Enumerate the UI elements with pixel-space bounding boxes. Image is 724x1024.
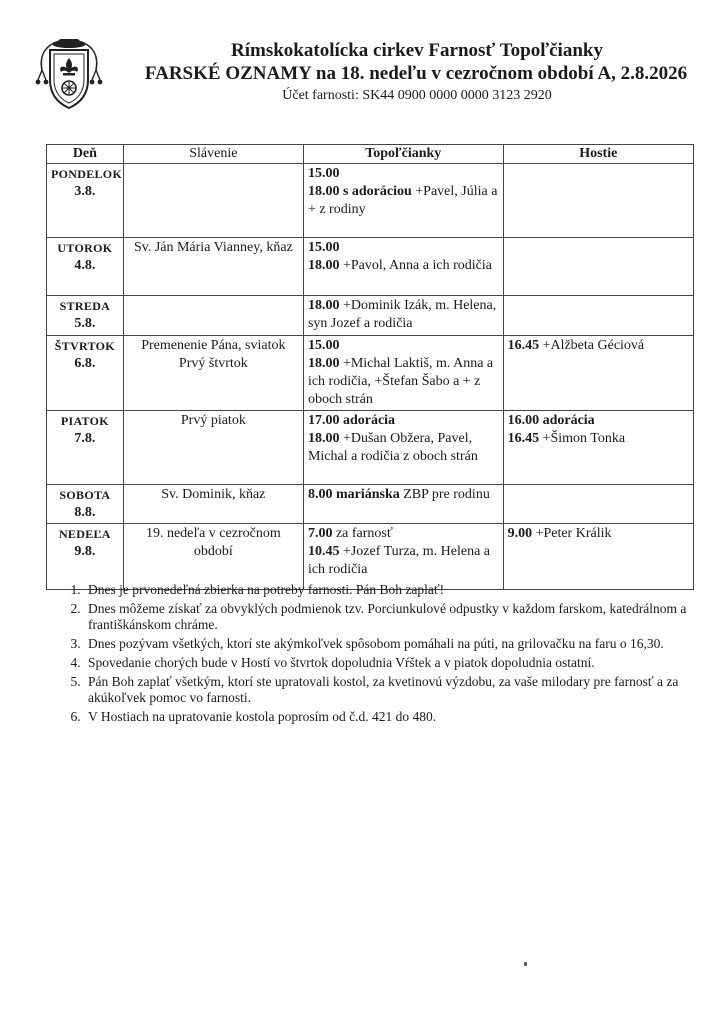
mass-intention: +Jozef Turza, m. Helena a ich rodičia bbox=[307, 544, 491, 577]
mass-time: 18.00 bbox=[307, 356, 340, 371]
day-cell bbox=[47, 336, 124, 411]
day-name: NEDEĽA bbox=[58, 527, 111, 541]
mass-entry bbox=[508, 430, 689, 448]
mass-intention: +Pavol, Anna a ich rodičia bbox=[339, 258, 492, 273]
notice-item: 4. Spovedanie chorých bude v Hostí vo štvrtok dopoludnia Vŕštek a v piatok dopoludnia ostatní. bbox=[84, 655, 694, 671]
announcement-title: FARSKÉ OZNAMY na 18. nedeľu v cezročnom období A, 2.8.2026 bbox=[144, 63, 688, 84]
mass-intention: za farnosť bbox=[332, 526, 393, 541]
mass-entry bbox=[308, 543, 499, 579]
mass-time: 15.00 bbox=[307, 166, 340, 181]
celebration-cell: 19. nedeľa v cezročnom období bbox=[123, 524, 303, 590]
topolcianky-cell bbox=[303, 524, 503, 590]
schedule-body bbox=[47, 164, 694, 590]
day-name: SOBOTA bbox=[59, 488, 111, 502]
day-date: 3.8. bbox=[74, 184, 96, 199]
topolcianky-cell bbox=[303, 238, 503, 296]
mass-time: 15.00 bbox=[307, 240, 340, 255]
day-name: UTOROK bbox=[57, 241, 113, 255]
day-date: 7.8. bbox=[74, 431, 96, 446]
hostie-cell bbox=[503, 336, 693, 411]
notice-item: 3. Dnes pozývam všetkých, ktorí ste akýmkoľvek spôsobom pomáhali na púti, na grilovačku na faru o 16,30. bbox=[84, 636, 694, 652]
table-row bbox=[47, 296, 694, 336]
topolcianky-cell bbox=[303, 164, 503, 238]
parish-name-title: Rímskokatolícka cirkev Farnosť Topoľčianky bbox=[231, 40, 603, 61]
celebration-cell: Prvý piatok bbox=[123, 411, 303, 485]
day-cell bbox=[47, 238, 124, 296]
mass-time: 18.00 bbox=[307, 431, 340, 446]
mass-time: 15.00 bbox=[307, 338, 340, 353]
mass-time: 18.00 bbox=[307, 258, 340, 273]
mass-entry bbox=[508, 337, 689, 355]
parish-account-number: Účet farnosti: SK44 0900 0000 0000 3123 2920 bbox=[282, 88, 552, 103]
hostie-cell bbox=[503, 238, 693, 296]
hostie-cell bbox=[503, 524, 693, 590]
mass-entry bbox=[508, 412, 689, 430]
celebration-cell: Sv. Ján Mária Vianney, kňaz bbox=[123, 238, 303, 296]
table-row bbox=[47, 238, 694, 296]
notices-list bbox=[58, 582, 694, 728]
mass-entry bbox=[308, 165, 499, 183]
day-cell bbox=[47, 485, 124, 524]
day-name: STREDA bbox=[59, 299, 111, 313]
day-cell bbox=[47, 411, 124, 485]
scan-speck bbox=[524, 962, 527, 966]
mass-time: 16.45 bbox=[507, 338, 540, 353]
mass-entry bbox=[308, 239, 499, 257]
mass-intention: +Alžbeta Géciová bbox=[539, 338, 645, 353]
hostie-cell bbox=[503, 411, 693, 485]
header-day: Deň bbox=[47, 145, 124, 164]
celebration-cell bbox=[123, 164, 303, 238]
topolcianky-cell bbox=[303, 336, 503, 411]
header-topolcianky: Topoľčianky bbox=[303, 145, 503, 164]
topolcianky-cell bbox=[303, 485, 503, 524]
table-row bbox=[47, 336, 694, 411]
table-row bbox=[47, 524, 694, 590]
mass-intention: +Dominik Izák, m. Helena, syn Jozef a rodičia bbox=[307, 298, 497, 331]
mass-intention: +Pavel, Júlia a + z rodiny bbox=[307, 184, 498, 217]
notice-item: 6. V Hostiach na upratovanie kostola poprosím od č.d. 421 do 480. bbox=[84, 709, 694, 725]
table-row bbox=[47, 411, 694, 485]
day-date: 8.8. bbox=[74, 505, 96, 520]
celebration-cell: Sv. Dominik, kňaz bbox=[123, 485, 303, 524]
mass-entry bbox=[308, 430, 499, 466]
mass-time: 10.45 bbox=[307, 544, 340, 559]
day-date: 5.8. bbox=[74, 316, 96, 331]
day-cell bbox=[47, 524, 124, 590]
hostie-cell bbox=[503, 164, 693, 238]
mass-entry bbox=[308, 412, 499, 430]
day-name: PONDELOK bbox=[51, 167, 123, 181]
header-hostie: Hostie bbox=[503, 145, 693, 164]
table-header-row bbox=[47, 145, 694, 164]
mass-intention: +Šimon Tonka bbox=[539, 431, 626, 446]
day-date: 4.8. bbox=[74, 258, 96, 273]
mass-time: 7.00 bbox=[307, 526, 333, 541]
mass-intention: ZBP pre rodinu bbox=[399, 487, 490, 502]
topolcianky-cell bbox=[303, 296, 503, 336]
day-date: 9.8. bbox=[74, 544, 96, 559]
hostie-cell bbox=[503, 485, 693, 524]
mass-time: 17.00 adorácia bbox=[307, 413, 396, 428]
mass-entry bbox=[508, 525, 689, 543]
day-name: ŠTVRTOK bbox=[54, 339, 115, 353]
day-name: PIATOK bbox=[60, 414, 109, 428]
mass-time: 9.00 bbox=[507, 526, 533, 541]
hostie-cell bbox=[503, 296, 693, 336]
notice-item: 2. Dnes môžeme získať za obvyklých podmienok tzv. Porciunkulové odpustky v každom farskom, katedrálnom a františkánskom chráme. bbox=[84, 601, 694, 633]
mass-entry bbox=[308, 337, 499, 355]
celebration-cell bbox=[123, 296, 303, 336]
mass-time: 16.00 adorácia bbox=[507, 413, 595, 428]
notice-item: 5. Pán Boh zaplať všetkým, ktorí ste upratovali kostol, za kvetinovú výzdobu, za vaše milodary pre farnosť a za akúkoľvek pomoc vo farnosti. bbox=[84, 674, 694, 706]
mass-time: 16.45 bbox=[507, 431, 540, 446]
mass-time: 8.00 mariánska bbox=[307, 487, 400, 502]
mass-time: 18.00 bbox=[307, 298, 340, 313]
day-cell bbox=[47, 164, 124, 238]
day-date: 6.8. bbox=[74, 356, 96, 371]
mass-entry bbox=[308, 297, 499, 333]
mass-intention: +Peter Králik bbox=[532, 526, 612, 541]
table-row bbox=[47, 485, 694, 524]
mass-entry bbox=[308, 355, 499, 409]
day-cell bbox=[47, 296, 124, 336]
mass-intention: +Dušan Obžera, Pavel, Michal a rodičia z oboch strán bbox=[307, 431, 478, 464]
notice-item: 1. Dnes je prvonedeľná zbierka na potreby farnosti. Pán Boh zaplať! bbox=[84, 582, 694, 598]
celebration-cell: Premenenie Pána, sviatok Prvý štvrtok bbox=[123, 336, 303, 411]
mass-schedule-table bbox=[46, 144, 694, 590]
mass-entry bbox=[308, 257, 499, 275]
header-celebration: Slávenie bbox=[123, 145, 303, 164]
mass-entry bbox=[308, 183, 499, 219]
table-row bbox=[47, 164, 694, 238]
mass-entry bbox=[308, 486, 499, 504]
mass-intention: +Michal Laktiš, m. Anna a ich rodičia, +Štefan Šabo a + z oboch strán bbox=[307, 356, 494, 407]
topolcianky-cell bbox=[303, 411, 503, 485]
mass-entry bbox=[308, 525, 499, 543]
parish-coat-of-arms-icon bbox=[34, 36, 104, 110]
mass-time: 18.00 s adoráciou bbox=[307, 184, 412, 199]
